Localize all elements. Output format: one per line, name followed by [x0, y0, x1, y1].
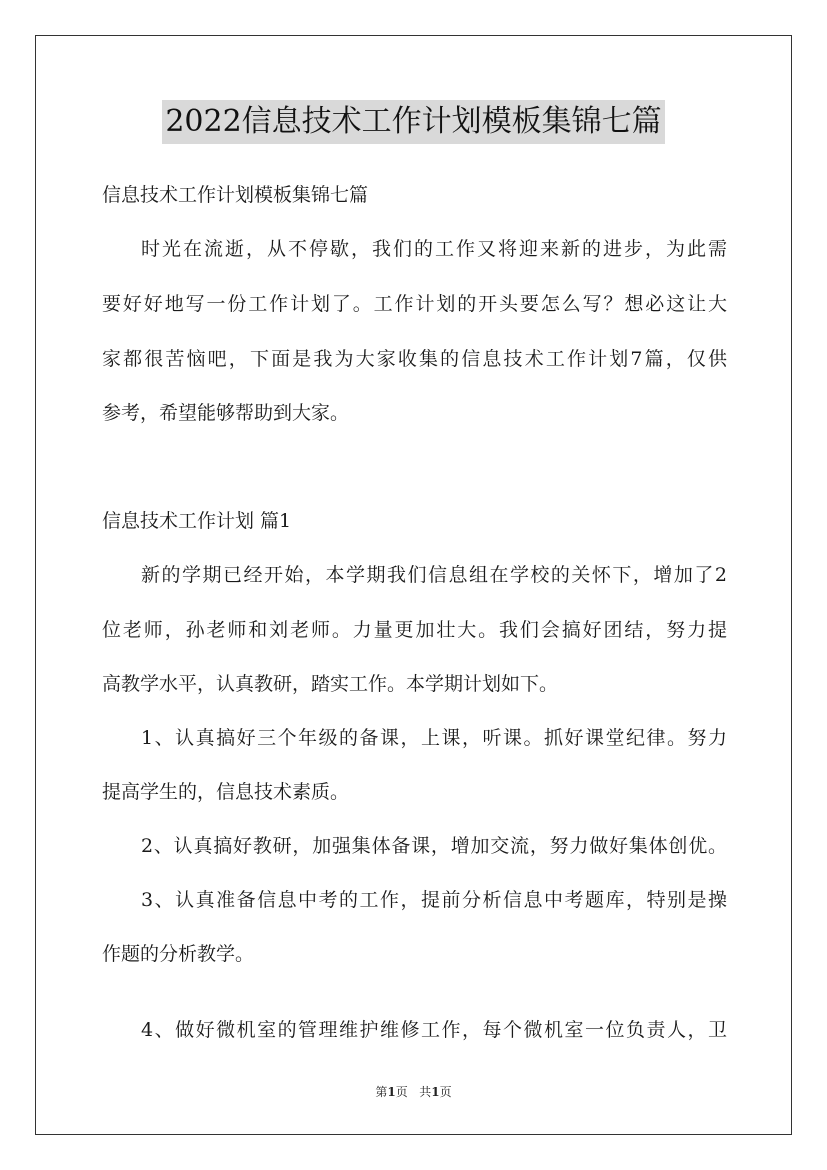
total-pages: 1: [431, 1085, 440, 1099]
item-1-line-2: 提高学生的，信息技术素质。: [102, 781, 350, 803]
intro-line-2: 要好好地写一份工作计划了。工作计划的开头要怎么写？想必这让大: [102, 293, 727, 315]
intro-line-3: 家都很苦恼吧，下面是我为大家收集的信息技术工作计划7篇，仅供: [102, 348, 727, 370]
item-1-line-1: 1、认真搞好三个年级的备课，上课，听课。抓好课堂纪律。努力: [141, 727, 727, 749]
intro-line-1: 时光在流逝，从不停歇，我们的工作又将迎来新的进步，为此需: [141, 238, 727, 260]
page-footer: [0, 1084, 827, 1100]
item-4-line-1: 4、做好微机室的管理维护维修工作，每个微机室一位负责人，卫: [141, 1019, 727, 1041]
title-container: [0, 100, 827, 144]
total-label-prefix: 共: [419, 1085, 432, 1099]
page-label-suffix: 页: [395, 1085, 408, 1099]
section-para-line-2: 位老师，孙老师和刘老师。力量更加壮大。我们会搞好团结，努力提: [102, 619, 727, 641]
section-para-line-1: 新的学期已经开始，本学期我们信息组在学校的关怀下，增加了2: [141, 564, 727, 586]
item-2-line-1: 2、认真搞好教研，加强集体备课，增加交流，努力做好集体创优。: [141, 835, 727, 857]
document-title: 2022信息技术工作计划模板集锦七篇: [162, 100, 664, 144]
item-3-line-2: 作题的分析教学。: [102, 943, 255, 965]
item-3-line-1: 3、认真准备信息中考的工作，提前分析信息中考题库，特别是操: [141, 889, 727, 911]
section-heading: 信息技术工作计划 篇1: [102, 510, 292, 532]
section-para-line-3: 高教学水平，认真教研，踏实工作。本学期计划如下。: [102, 673, 559, 695]
page-number: 1: [387, 1085, 396, 1099]
total-label-suffix: 页: [439, 1085, 452, 1099]
intro-line-4: 参考，希望能够帮助到大家。: [102, 402, 350, 424]
subtitle-line: 信息技术工作计划模板集锦七篇: [102, 184, 369, 206]
page-label-prefix: 第: [375, 1085, 388, 1099]
